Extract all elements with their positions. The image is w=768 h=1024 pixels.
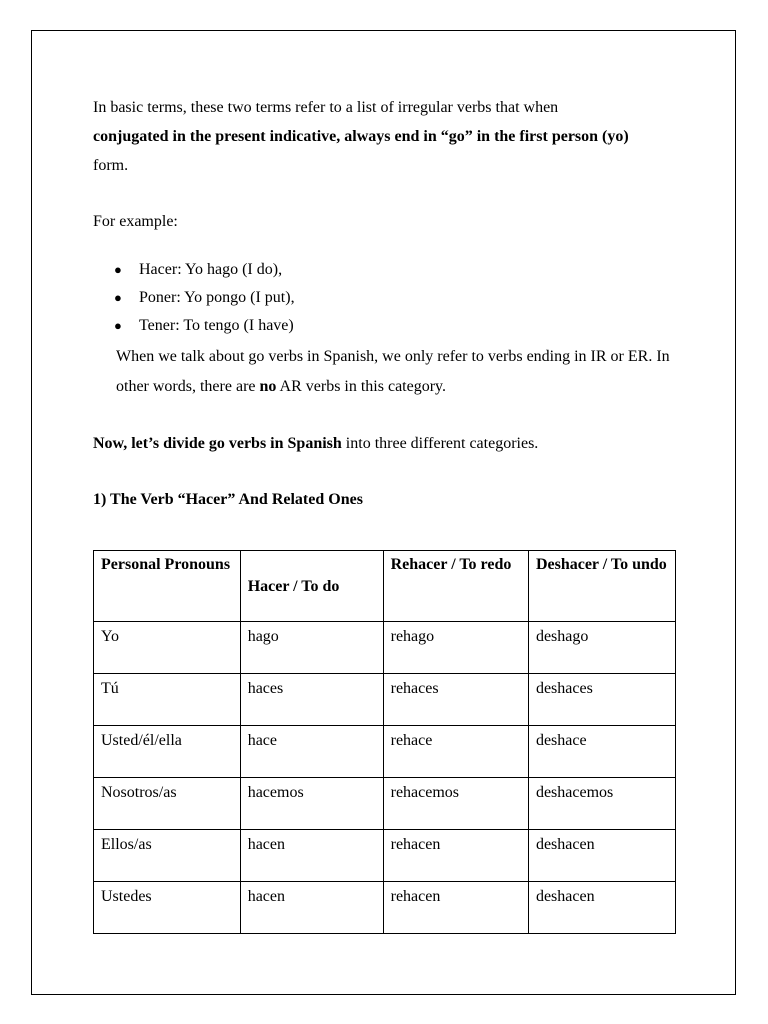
table-cell: hago: [240, 622, 383, 674]
table-header-cell: Deshacer / To undo: [528, 551, 675, 622]
section-heading: 1) The Verb “Hacer” And Related Ones: [93, 491, 363, 508]
table-cell: rehago: [383, 622, 528, 674]
document-body: [93, 93, 683, 515]
bullet-icon: ●: [114, 262, 122, 277]
table-cell: deshace: [528, 726, 675, 778]
table-header-cell: Rehacer / To redo: [383, 551, 528, 622]
table-cell: rehace: [383, 726, 528, 778]
list-item: [93, 256, 683, 284]
table-header-cell: Personal Pronouns: [94, 551, 241, 622]
note-end-text: AR verbs in this category.: [279, 378, 447, 395]
note-text: When we talk about go verbs in Spanish, we only refer to verbs ending in IR or ER. In other words, there are: [116, 348, 670, 395]
table-cell: rehacen: [383, 830, 528, 882]
table-cell: hace: [240, 726, 383, 778]
categories-paragraph: [93, 429, 683, 458]
list-item: [93, 312, 683, 340]
example-text: Hacer: Yo hago (I do),: [139, 261, 283, 278]
table-cell: rehacemos: [383, 778, 528, 830]
table-cell: hacen: [240, 882, 383, 934]
table-row: [94, 778, 676, 830]
table-cell: Usted/él/ella: [94, 726, 241, 778]
note-paragraph: [116, 342, 683, 402]
categories-text: into three different categories.: [345, 435, 539, 452]
table-row: [94, 726, 676, 778]
conjugation-table: [93, 550, 676, 934]
example-label: For example:: [93, 213, 178, 230]
example-text: Poner: Yo pongo (I put),: [139, 289, 295, 306]
table-cell: deshacemos: [528, 778, 675, 830]
table-row: [94, 622, 676, 674]
table-cell: Nosotros/as: [94, 778, 241, 830]
table-cell: deshaces: [528, 674, 675, 726]
table-cell: rehaces: [383, 674, 528, 726]
intro-end-text: form.: [93, 157, 129, 174]
bullet-icon: ●: [114, 318, 122, 333]
intro-text: In basic terms, these two terms refer to a list of irregular verbs that when: [93, 99, 559, 116]
table-cell: deshago: [528, 622, 675, 674]
example-list: [93, 256, 683, 340]
example-text: Tener: To tengo (I have): [139, 317, 294, 334]
table-cell: deshacen: [528, 830, 675, 882]
note-emphasis: no: [259, 378, 277, 395]
table-cell: Ustedes: [94, 882, 241, 934]
bullet-icon: ●: [114, 290, 122, 305]
table-header-row: [94, 551, 676, 622]
list-item: [93, 284, 683, 312]
intro-bold-text: conjugated in the present indicative, always end in “go” in the first person (yo): [93, 128, 629, 145]
categories-bold-text: Now, let’s divide go verbs in Spanish: [93, 435, 342, 452]
table-cell: haces: [240, 674, 383, 726]
table-cell: rehacen: [383, 882, 528, 934]
table-cell: hacemos: [240, 778, 383, 830]
table-cell: Tú: [94, 674, 241, 726]
table-row: [94, 882, 676, 934]
table-row: [94, 830, 676, 882]
table-header-cell: Hacer / To do: [240, 551, 383, 622]
table-cell: deshacen: [528, 882, 675, 934]
table-row: [94, 674, 676, 726]
table-cell: hacen: [240, 830, 383, 882]
intro-paragraph: [93, 93, 683, 180]
table-cell: Yo: [94, 622, 241, 674]
table-cell: Ellos/as: [94, 830, 241, 882]
